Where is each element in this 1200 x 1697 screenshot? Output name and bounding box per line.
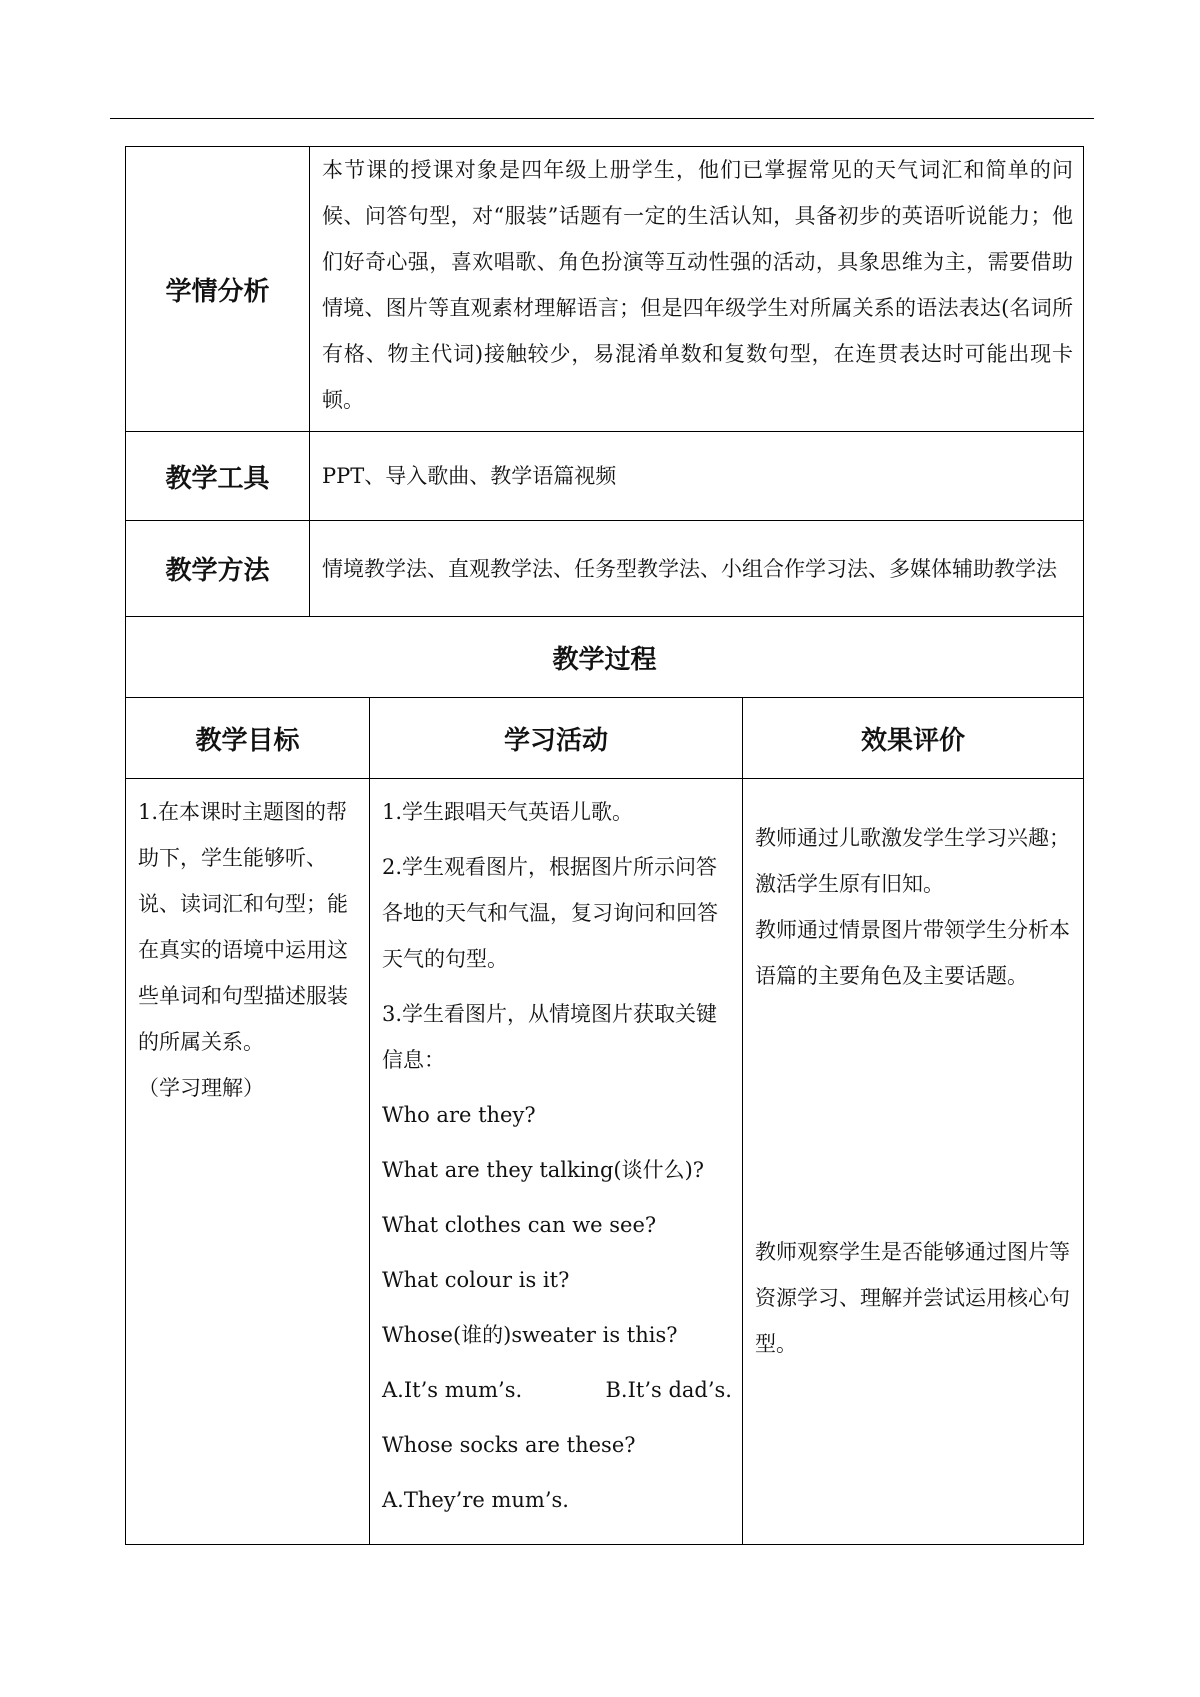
activity-item: 1.学生跟唱天气英语儿歌。 <box>382 800 634 824</box>
process-title: 教学过程 <box>126 617 1084 698</box>
activity-item: What are they talking(谈什么)? <box>382 1158 705 1182</box>
activity-item: What clothes can we see? <box>382 1213 657 1237</box>
activity-item: A.They’re mum’s. <box>382 1488 569 1512</box>
process-content-row <box>126 779 1084 1545</box>
tools-label: 教学工具 <box>126 432 310 521</box>
process-title-row <box>126 617 1084 698</box>
methods-text: 情境教学法、直观教学法、任务型教学法、小组合作学习法、多媒体辅助教学法 <box>310 521 1084 617</box>
header-evaluation: 效果评价 <box>743 698 1084 779</box>
option-a: A.It’s mum’s. <box>382 1378 523 1402</box>
activity-item: Who are they? <box>382 1103 536 1127</box>
header-activities: 学习活动 <box>370 698 743 779</box>
goal-text: 1.在本课时主题图的帮助下，学生能够听、说、读词汇和句型；能在真实的语境中运用这些单词和句型描述服装的所属关系。 <box>138 800 348 1054</box>
methods-row <box>126 521 1084 617</box>
analysis-row <box>126 147 1084 432</box>
activity-item: What colour is it? <box>382 1268 570 1292</box>
evaluation-paragraph: 教师通过情景图片带领学生分析本语篇的主要角色及主要话题。 <box>755 918 1070 988</box>
evaluation-paragraph: 教师观察学生是否能够通过图片等资源学习、理解并尝试运用核心句型。 <box>755 1240 1070 1356</box>
header-goals: 教学目标 <box>126 698 370 779</box>
activity-item: 3.学生看图片，从情境图片获取关键信息： <box>382 1002 718 1072</box>
process-header-row <box>126 698 1084 779</box>
evaluation-cell <box>743 779 1084 1545</box>
activity-item: Whose socks are these? <box>382 1433 636 1457</box>
goals-cell <box>126 779 370 1545</box>
lesson-plan-table <box>125 146 1084 1545</box>
tools-row <box>126 432 1084 521</box>
analysis-text: 本节课的授课对象是四年级上册学生，他们已掌握常见的天气词汇和简单的问候、问答句型，对“服装”话题有一定的生活认知，具备初步的英语听说能力；他们好奇心强，喜欢唱歌、角色扮演等互动性强的活动，具象思维为主，需要借助情境、图片等直观素材理解语言；但是四年级学生对所属关系的语法表达(名词所有格、物主代词)接触较少，易混淆单数和复数句型，在连贯表达时可能出现卡顿。 <box>310 147 1084 432</box>
activity-item: Whose(谁的)sweater is this? <box>382 1323 678 1347</box>
activity-item: 2.学生观看图片，根据图片所示问答各地的天气和气温，复习询问和回答天气的句型。 <box>382 855 718 971</box>
option-b: B.It’s dad’s. <box>605 1378 732 1402</box>
tools-text: PPT、导入歌曲、教学语篇视频 <box>310 432 1084 521</box>
activities-cell <box>370 779 743 1545</box>
answer-options <box>382 1367 732 1413</box>
analysis-label: 学情分析 <box>126 147 310 432</box>
evaluation-paragraph: 教师通过儿歌激发学生学习兴趣；激活学生原有旧知。 <box>755 826 1070 896</box>
methods-label: 教学方法 <box>126 521 310 617</box>
header-rule <box>110 118 1094 119</box>
goal-note: （学习理解） <box>138 1076 264 1100</box>
